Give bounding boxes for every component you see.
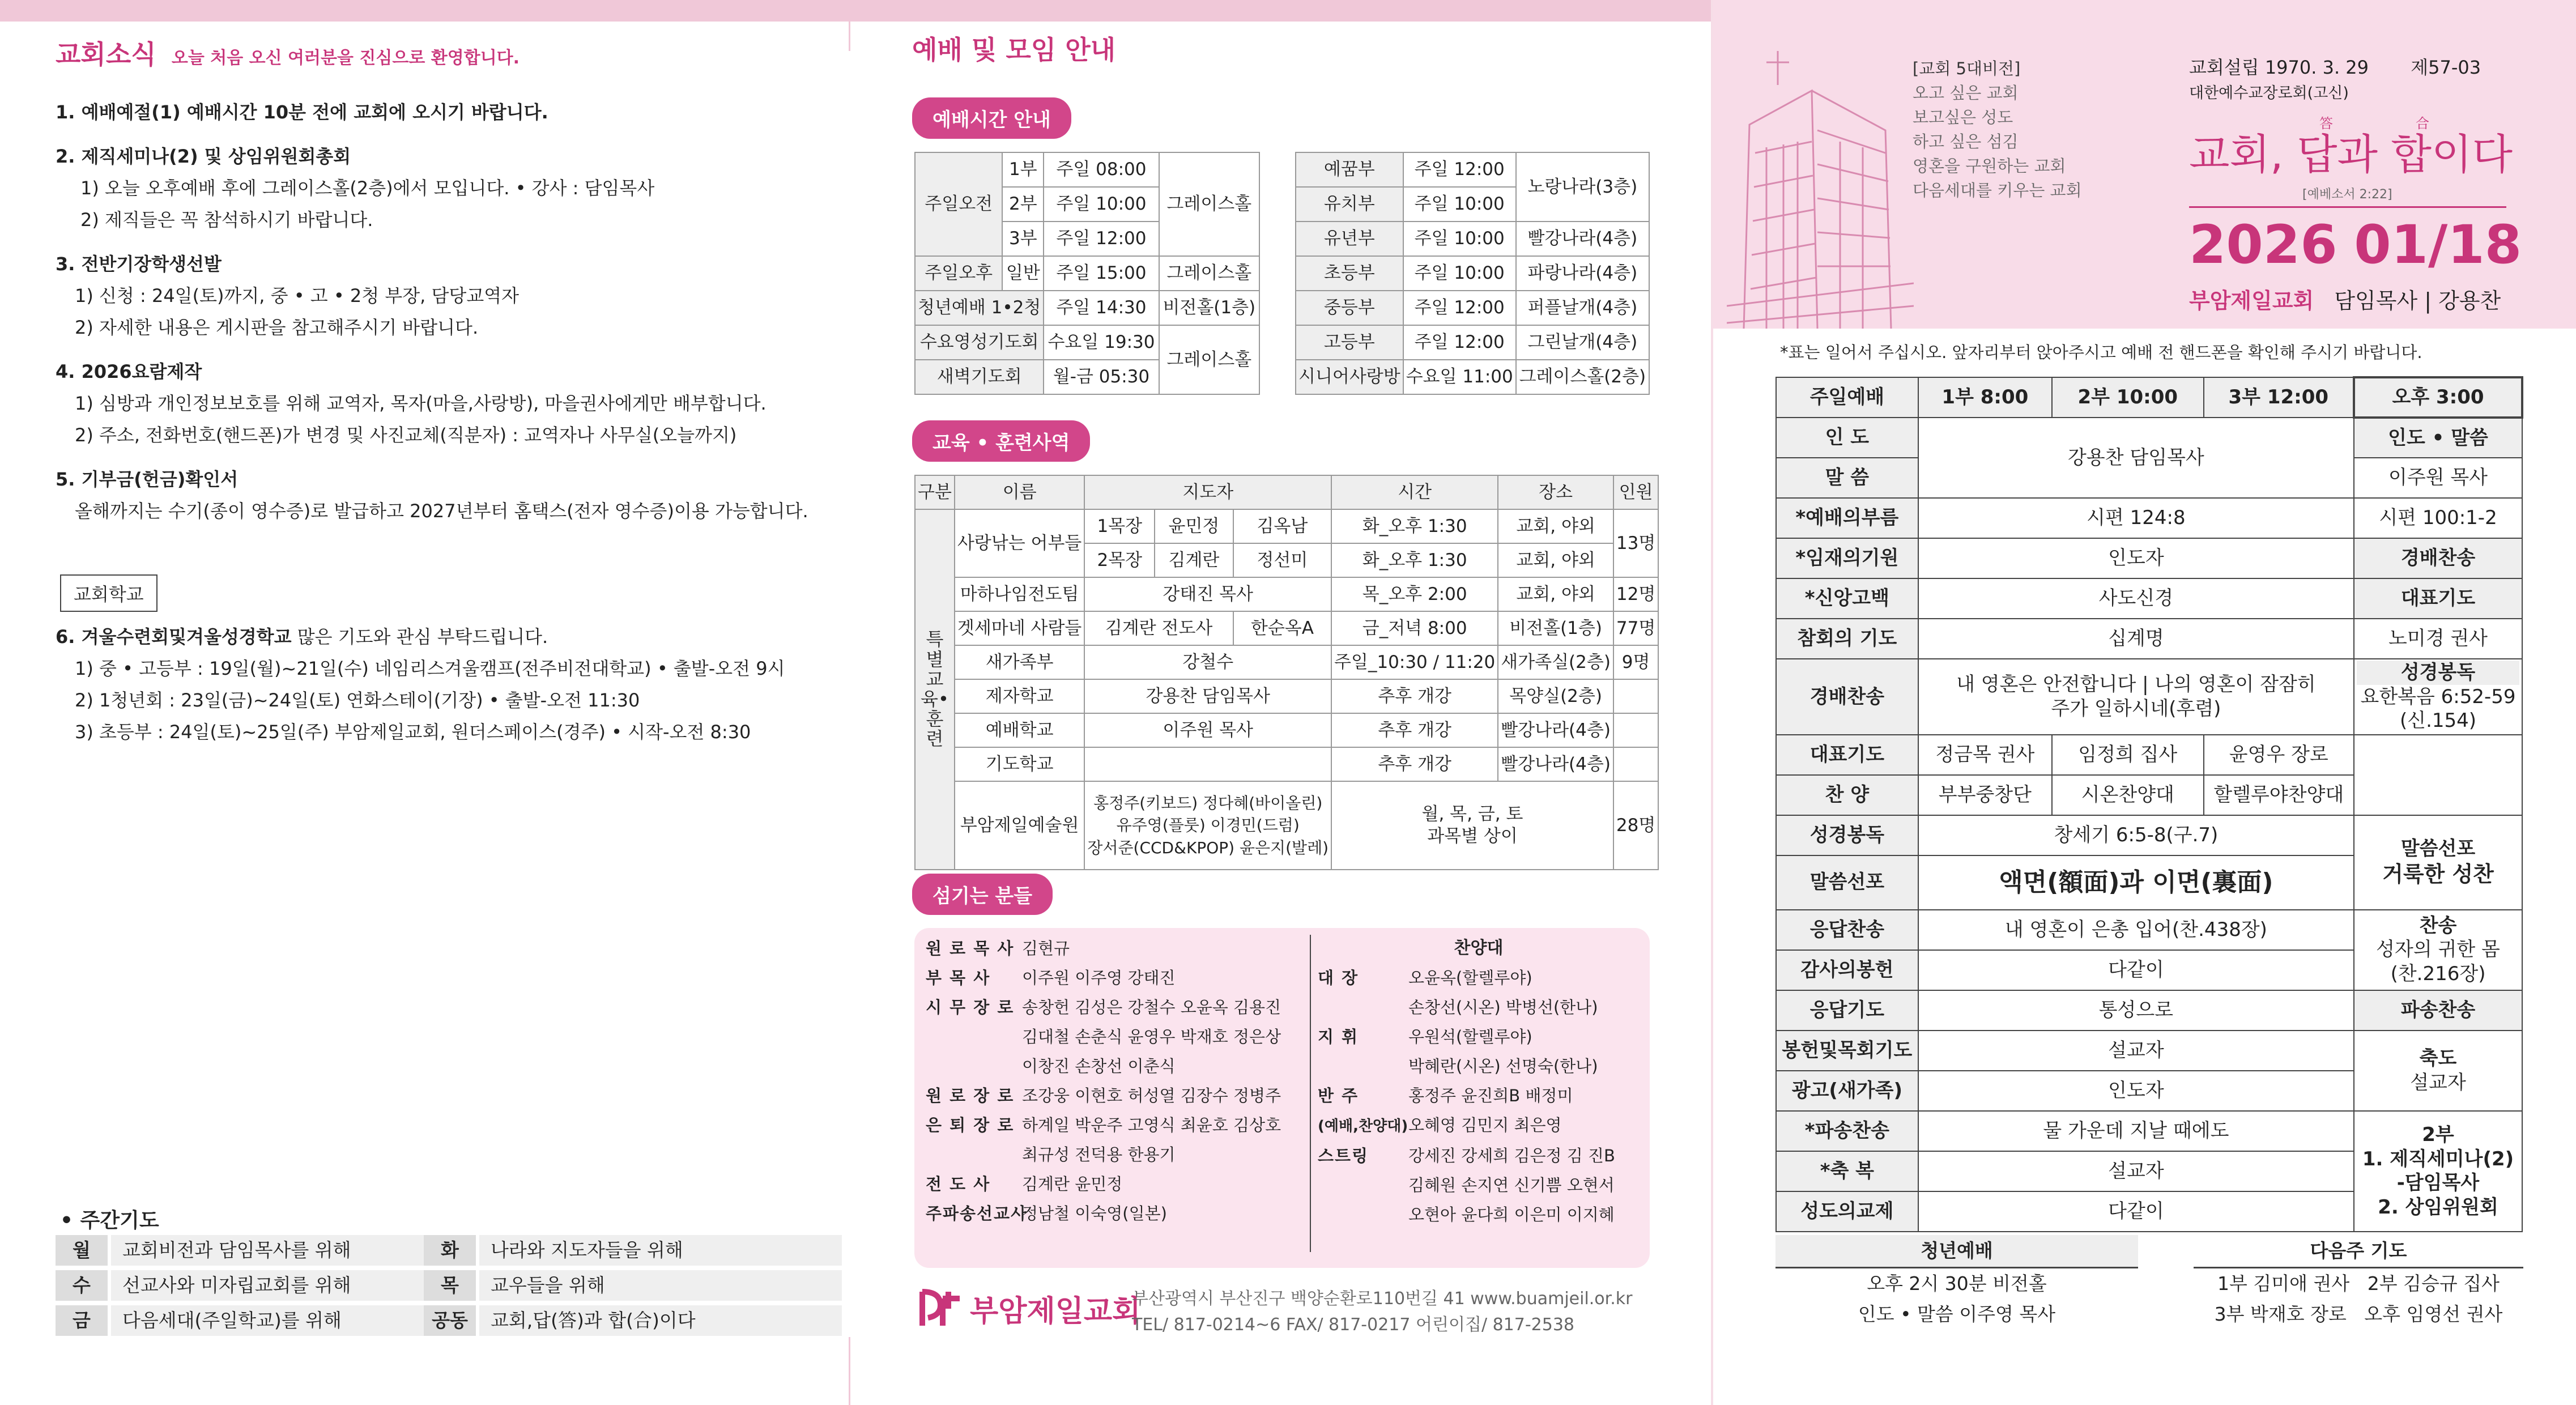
cell: 목양실(2층) (1498, 679, 1613, 713)
cell: 대표기도 (2354, 578, 2522, 619)
names: 정남철 이숙영(일본) (1022, 1204, 1167, 1223)
cell: 시편 124:8 (1918, 498, 2354, 538)
prayer-text: 교회비전과 담임목사를 위해 (111, 1235, 474, 1266)
cell: 1목장 (1084, 509, 1155, 543)
header-cell: 3부 12:00 (2204, 377, 2354, 418)
news-item-4: 4. 2026요람제작 (56, 361, 202, 382)
row-label: 말 씀 (1776, 458, 1918, 498)
role: 지 휘 (1318, 1027, 1359, 1046)
names: 김혜원 손지연 신기쁨 오현서 (1408, 1176, 1615, 1195)
motto-small-2: 合 (2416, 116, 2429, 131)
row-label: 참회의 기도 (1776, 619, 1918, 659)
news-title: 교회소식 (56, 39, 156, 70)
prayer-day: 목 (424, 1270, 476, 1301)
music-time (1331, 781, 1613, 870)
names: 송창헌 김성은 강철수 오윤옥 김용진 (1022, 998, 1281, 1017)
servers-right (1318, 963, 1615, 1229)
cell: 주일 10:00 (1044, 187, 1159, 222)
row-label: 말씀선포 (1776, 855, 1918, 910)
cell: 9명 (1613, 645, 1658, 679)
news-panel (0, 0, 850, 1405)
row-label: 광고(새가족) (1776, 1071, 1918, 1111)
cell: 교회, 야외 (1498, 577, 1613, 611)
cell: 노미경 권사 (2354, 619, 2522, 659)
news-item-3: 3. 전반기장학생선발 (56, 253, 222, 275)
cell-line: 요한복음 6:52-59 (2360, 685, 2516, 708)
cell: 다같이 (1918, 1191, 2354, 1232)
row-label: 감사의봉헌 (1776, 950, 1918, 990)
cell: 십계명 (1918, 619, 2354, 659)
cell: 비전홀(1층) (1498, 611, 1613, 645)
prayer-title: • 주간기도 (60, 1209, 159, 1232)
header-cell: 이름 (955, 475, 1084, 509)
role: 대 장 (1318, 968, 1359, 987)
order-table (1775, 376, 2523, 1232)
role: 부 목 사 (926, 968, 991, 987)
news-line: 2) 자세한 내용은 게시판을 참고해주시기 바랍니다. (75, 317, 479, 338)
vision-line: 영혼을 구원하는 교회 (1913, 156, 2066, 176)
worship-title: 예배 및 모임 안내 (912, 35, 1116, 65)
pastor-name: 담임목사 | 강용찬 (2334, 288, 2501, 313)
next-prayer-box (2194, 1235, 2523, 1330)
cell: 그레이스홀(2층) (1516, 360, 1649, 394)
education-table (914, 475, 1659, 870)
cell: 주일 12:00 (1403, 152, 1516, 187)
cell: 김계란 (1155, 543, 1233, 577)
cell: 빨강나라(4층) (1498, 713, 1613, 747)
row-label: 성도의교제 (1776, 1191, 1918, 1232)
cell: 설교자 (1918, 1151, 2354, 1191)
cell: 통성으로 (1918, 990, 2354, 1031)
cell: 금_저녁 8:00 (1331, 611, 1498, 645)
cell: 사도신경 (1918, 578, 2354, 619)
names: 우원석(할렐루야) (1408, 1027, 1532, 1046)
news-item-2: 2. 제직세미나(2) 및 상임위원회총회 (56, 146, 351, 167)
cell: 윤민정 (1155, 509, 1233, 543)
denomination: 대한예수교장로회(고신) (2189, 84, 2349, 102)
cell: 이주원 목사 (2354, 458, 2522, 498)
news-line: 1) 중 • 고등부 : 19일(월)~21일(수) 네임리스겨울캠프(전주비전대학교) • 출발-오전 9시 (75, 658, 785, 679)
news-line: 2) 1청년회 : 23일(금)~24일(토) 연화스테이(기장) • 출발-오전 11:30 (75, 689, 640, 711)
cell: 수요일 19:30 (1044, 325, 1159, 360)
prayer-day: 공동 (424, 1305, 476, 1336)
est-line (2189, 53, 2481, 79)
divider (1310, 935, 1311, 1252)
cell: 주일 15:00 (1044, 256, 1159, 291)
names: 이주원 이주영 강태진 (1022, 968, 1176, 987)
cell: 수요일 11:00 (1403, 360, 1516, 394)
cell: 인도 • 말씀 (2354, 418, 2522, 458)
cell: 주일_10:30 / 11:20 (1331, 645, 1498, 679)
header-cell: 장소 (1498, 475, 1613, 509)
role: 은 퇴 장 로 (926, 1116, 1015, 1135)
cell: 주일 10:00 (1403, 187, 1516, 222)
prayer-day: 수 (56, 1270, 108, 1301)
cell-line: 축도 (2419, 1047, 2457, 1070)
row-label: 응답기도 (1776, 990, 1918, 1031)
row-label: 응답찬송 (1776, 910, 1918, 950)
cell: 사랑낚는 어부들 (955, 509, 1084, 577)
cell: 추후 개강 (1331, 679, 1498, 713)
pill-worship-times: 예배시간 안내 (912, 97, 1071, 139)
footer-contact (1132, 1286, 1633, 1338)
church-name: 부암제일교회 (2189, 288, 2314, 313)
cell: 설교자 (1918, 1031, 2354, 1071)
news-line: 1) 심방과 개인정보보호를 위해 교역자, 목자(마을,사랑방), 마을권사에게만 배부합니다. (75, 393, 767, 414)
names: 김계란 윤민정 (1022, 1174, 1123, 1194)
cell: 주일 10:00 (1403, 256, 1516, 291)
issue-number: 제57-03 (2411, 57, 2481, 78)
footer-address: 부산광역시 부산진구 백양순환로110번길 41 www.buamjeil.or.kr (1132, 1289, 1633, 1309)
leader-line: 장서준(CCD&KPOP) 윤은지(발레) (1087, 838, 1329, 857)
cell: 주일오전 (915, 152, 1002, 256)
youth-title: 청년예배 (1775, 1235, 2138, 1268)
cell: 주일 12:00 (1044, 222, 1159, 256)
cell: 13명 (1613, 509, 1658, 577)
time-line: 월, 목, 금, 토 (1421, 804, 1523, 825)
cell: 목_오후 2:00 (1331, 577, 1498, 611)
cell (2354, 910, 2522, 990)
est-date: 교회설립 1970. 3. 29 (2189, 57, 2369, 78)
cell: 추후 개강 (1331, 713, 1498, 747)
prayer-text: 다음세대(주일학교)를 위해 (111, 1305, 474, 1336)
cell: 주일 08:00 (1044, 152, 1159, 187)
cell: 마하나임전도팀 (955, 577, 1084, 611)
prayer-day: 금 (56, 1305, 108, 1336)
cell: 77명 (1613, 611, 1658, 645)
cell: 주일 12:00 (1403, 325, 1516, 360)
vision-title: [교회 5대비전] (1913, 59, 2021, 78)
worship-time-table-left (914, 152, 1260, 395)
cell: 새가족실(2층) (1498, 645, 1613, 679)
names: 오혜영 김민지 최은영 (1408, 1116, 1562, 1135)
order-panel (1713, 0, 2576, 1405)
cell: 월-금 05:30 (1044, 360, 1159, 394)
role: 시 무 장 로 (926, 998, 1015, 1017)
names: 오현아 윤다희 이은미 이지혜 (1408, 1205, 1615, 1224)
footer-phone: TEL/ 817-0214~6 FAX/ 817-0217 어린이집/ 817-2538 (1132, 1315, 1575, 1335)
cell: 강용찬 담임목사 (1084, 679, 1331, 713)
news-list (56, 96, 808, 527)
cell-line: 거룩한 성찬 (2382, 861, 2494, 887)
news-line: 3) 초등부 : 24일(토)~25일(주) 부암제일교회, 원더스페이스(경주) • 시작-오전 8:30 (75, 721, 751, 743)
cell: 파송찬송 (2354, 990, 2522, 1031)
cell: 시온찬양대 (2052, 775, 2204, 815)
school-label: 교회학교 (60, 574, 157, 612)
cell: 겟세마네 사람들 (955, 611, 1084, 645)
news-item-6-tail: 많은 기도와 관심 부탁드립니다. (297, 626, 548, 648)
names: 홍정주 윤진희B 배정미 (1408, 1086, 1573, 1105)
cell: 제자학교 (955, 679, 1084, 713)
news-item-5: 5. 기부금(헌금)확인서 (56, 469, 239, 490)
footer-church-name: 부암제일교회 (970, 1295, 1141, 1329)
row-label: *파송찬송 (1776, 1111, 1918, 1151)
leader-line: 유주영(플룻) 이경민(드럼) (1116, 816, 1300, 835)
cell: 노랑나라(3층) (1516, 152, 1649, 222)
divider (2189, 206, 2506, 208)
cell: 할렐루야찬양대 (2204, 775, 2354, 815)
hymn-line: 주가 일하시네(후렴) (2051, 697, 2221, 720)
cell: 유년부 (1296, 222, 1403, 256)
cell: 추후 개강 (1331, 747, 1498, 781)
cell: 김계란 전도사 (1084, 611, 1233, 645)
next-prayer-line: 3부 박재호 장로 오후 임영선 권사 (2214, 1303, 2503, 1325)
news-line: 2) 제직들은 꼭 참석하시기 바랍니다. (80, 209, 373, 231)
cell: 중등부 (1296, 291, 1403, 325)
vision-line: 오고 싶은 교회 (1913, 83, 2019, 103)
header-cell: 1부 8:00 (1918, 377, 2052, 418)
news-item-6 (56, 621, 785, 748)
church-building-icon (1727, 40, 1914, 329)
cell: 부부중창단 (1918, 775, 2052, 815)
cell-line: 설교자 (2410, 1071, 2466, 1094)
cell (2354, 1111, 2522, 1232)
hymn-line: 내 영혼은 안전합니다 | 나의 영혼이 잠잠히 (1956, 673, 2316, 696)
cell (1613, 713, 1658, 747)
cell: 윤영우 장로 (2204, 735, 2354, 775)
cell: 주일 12:00 (1403, 291, 1516, 325)
names: 최규성 전덕용 한용기 (1022, 1145, 1176, 1164)
cell: 임정희 집사 (2052, 735, 2204, 775)
servers-left (926, 934, 1281, 1228)
cell: 김옥남 (1233, 509, 1331, 543)
role: 반 주 (1318, 1086, 1359, 1105)
cell-line: 1. 제직세미나(2) (2362, 1147, 2514, 1170)
cell: 강태진 목사 (1084, 577, 1331, 611)
cell: 2목장 (1084, 543, 1155, 577)
names: 이창진 손창선 이춘식 (1022, 1057, 1176, 1076)
church-line (2189, 283, 2501, 314)
verse-ref: [예베소서 2:22] (2302, 188, 2392, 202)
role: (예배,찬양대) (1318, 1118, 1408, 1135)
news-item-1: 1. 예배예절(1) 예배시간 10분 전에 교회에 오시기 바랍니다. (56, 101, 548, 123)
header-cell: 시간 (1331, 475, 1498, 509)
time-line: 과목별 상이 (1427, 826, 1518, 846)
row-label: *예배의부름 (1776, 498, 1918, 538)
vision-line: 보고싶은 성도 (1913, 108, 2013, 127)
cell: 정금목 권사 (1918, 735, 2052, 775)
cell: 물 가운데 지날 때에도 (1918, 1111, 2354, 1151)
prayer-text: 선교사와 미자립교회를 위해 (111, 1270, 474, 1301)
next-prayer-line: 1부 김미애 권사 2부 김승규 집사 (2217, 1272, 2500, 1295)
vision-block (1913, 57, 2082, 203)
row-label: 봉헌및목회기도 (1776, 1031, 1918, 1071)
cell: 그린날개(4층) (1516, 325, 1649, 360)
row-label: *신앙고백 (1776, 578, 1918, 619)
cell: 강용찬 담임목사 (1918, 418, 2354, 498)
cell-line: -담임목사 (2396, 1172, 2480, 1194)
cell: 새벽기도회 (915, 360, 1044, 394)
cell: 새가족부 (955, 645, 1084, 679)
cell: 일반 (1002, 256, 1044, 291)
news-line: 1) 신청 : 24일(토)까지, 중 • 고 • 2청 부장, 담당교역자 (75, 285, 520, 306)
names: 손창선(시온) 박병선(한나) (1408, 998, 1598, 1017)
cell: 교회, 야외 (1498, 543, 1613, 577)
cell: 경배찬송 (2354, 538, 2522, 578)
cell (1918, 659, 2354, 735)
names: 하계일 박운주 고영식 최윤호 김상호 (1022, 1116, 1281, 1135)
cell: 고등부 (1296, 325, 1403, 360)
names: 강세진 강세희 김은정 김 진B (1408, 1146, 1615, 1165)
date: 01/18 (2354, 214, 2522, 276)
cell-line: 2. 상임위원회 (2378, 1195, 2498, 1219)
cell: 2부 (1002, 187, 1044, 222)
worship-panel (850, 0, 1713, 1405)
cell: 인도자 (1918, 538, 2354, 578)
cell: 수요영성기도회 (915, 325, 1044, 360)
prayer-day: 월 (56, 1235, 108, 1266)
youth-box (1775, 1235, 2138, 1330)
row-label: 대표기도 (1776, 735, 1918, 775)
cell (1613, 679, 1658, 713)
cell: 한순옥A (1233, 611, 1331, 645)
header-cell: 지도자 (1084, 475, 1331, 509)
cell: 12명 (1613, 577, 1658, 611)
cell: 그레이스홀 (1159, 152, 1259, 256)
next-prayer-title: 다음주 기도 (2194, 1235, 2523, 1268)
cell-line: 성경봉독 (2357, 661, 2519, 685)
cell: 초등부 (1296, 256, 1403, 291)
issue-date (2189, 214, 2522, 276)
notice: *표는 일어서 주십시오. 앞자리부터 앉아주시고 예배 전 핸드폰을 확인해 주시기 바랍니다. (1780, 343, 2422, 362)
row-label: 찬 양 (1776, 775, 1918, 815)
cell-line: (찬.216장) (2390, 962, 2486, 985)
sermon-title: 액면(額面)과 이면(裏面) (1918, 855, 2354, 910)
cell: 시편 100:1-2 (2354, 498, 2522, 538)
prayer-text: 나라와 지도자들을 위해 (479, 1235, 842, 1266)
cell (2354, 815, 2522, 910)
cell: 부암제일예술원 (955, 781, 1084, 870)
prayer-text: 교우들을 위해 (479, 1270, 842, 1301)
youth-line: 인도 • 말씀 이주영 목사 (1858, 1303, 2056, 1325)
prayer-day: 화 (424, 1235, 476, 1266)
cell-line: 말씀선포 (2400, 837, 2476, 860)
news-item-6-head: 6. 겨울수련회및겨울성경학교 (56, 626, 292, 648)
prayer-text: 교회,답(答)과 합(合)이다 (479, 1305, 842, 1336)
cell: 청년예배 1•2청 (915, 291, 1044, 325)
header-cell: 인원 (1613, 475, 1658, 509)
cell: 예배학교 (955, 713, 1084, 747)
vision-line: 다음세대를 키우는 교회 (1913, 181, 2082, 200)
cell: 1부 (1002, 152, 1044, 187)
names: 김현규 (1022, 939, 1070, 958)
year: 2026 (2189, 214, 2337, 276)
names: 박혜란(시온) 선명숙(한나) (1408, 1057, 1598, 1076)
cell: 예꿈부 (1296, 152, 1403, 187)
cell (1613, 747, 1658, 781)
header-cell: 주일예배 (1776, 377, 1918, 418)
header-cell: 구분 (915, 475, 955, 509)
choir-title: 찬양대 (1454, 938, 1504, 958)
news-line: 1) 오늘 오후예배 후에 그레이스홀(2층)에서 모입니다. • 강사 : 담임목사 (80, 177, 655, 199)
cell-line: 찬송 (2419, 914, 2457, 937)
church-logo-icon (914, 1286, 966, 1331)
cell (2354, 659, 2522, 735)
cell: 그레이스홀 (1159, 256, 1259, 291)
cell (1084, 747, 1331, 781)
cell (2354, 1031, 2522, 1111)
welcome-text: 오늘 처음 오신 여러분을 진심으로 환영합니다. (171, 48, 520, 68)
worship-time-table-right (1295, 152, 1650, 395)
names: 조강웅 이현호 허성열 김장수 정병주 (1022, 1086, 1281, 1105)
header-cell: 오후 3:00 (2354, 377, 2522, 418)
cell: 교회, 야외 (1498, 509, 1613, 543)
cell: 그레이스홀 (1159, 325, 1259, 394)
cell: 기도학교 (955, 747, 1084, 781)
cell: 이주원 목사 (1084, 713, 1331, 747)
cell: 퍼플날개(4층) (1516, 291, 1649, 325)
cell: 정선미 (1233, 543, 1331, 577)
role: 스트링 (1318, 1146, 1369, 1165)
leader-line: 홍정주(키보드) 정다혜(바이올린) (1093, 794, 1323, 813)
cell: 강철수 (1084, 645, 1331, 679)
cell: 빨강나라(4층) (1516, 222, 1649, 256)
vision-line: 하고 싶은 섬김 (1913, 132, 2019, 151)
cell: 화_오후 1:30 (1331, 509, 1498, 543)
motto-small-1: 答 (2319, 116, 2333, 131)
cell: 3부 (1002, 222, 1044, 256)
youth-line: 오후 2시 30분 비전홀 (1867, 1272, 2047, 1295)
role: 주파송선교사 (926, 1204, 1028, 1223)
names: 김대철 손춘식 윤영우 박재호 정은상 (1022, 1027, 1281, 1046)
pill-servers: 섬기는 분들 (912, 874, 1053, 915)
cell: 창세기 6:5-8(구.7) (1918, 815, 2354, 855)
row-label: *축 복 (1776, 1151, 1918, 1191)
cell: 28명 (1613, 781, 1658, 870)
row-label: 인 도 (1776, 418, 1918, 458)
cell-line: 성자의 귀한 몸 (2376, 938, 2500, 961)
cell: 주일 10:00 (1403, 222, 1516, 256)
music-leaders (1084, 781, 1331, 870)
cell: 인도자 (1918, 1071, 2354, 1111)
cell-line: 2부 (2422, 1123, 2454, 1146)
names: 오윤옥(할렐루야) (1408, 968, 1532, 987)
cell: 유치부 (1296, 187, 1403, 222)
news-line: 2) 주소, 전화번호(핸드폰)가 변경 및 사진교체(직분자) : 교역자나 사무실(오늘까지) (75, 424, 737, 446)
motto: 교회, 답과 합이다 (2189, 130, 2513, 179)
cell: 파랑나라(4층) (1516, 256, 1649, 291)
row-label: 경배찬송 (1776, 659, 1918, 735)
cell: 빨강나라(4층) (1498, 747, 1613, 781)
role: 원 로 목 사 (926, 939, 1015, 958)
header-cell: 2부 10:00 (2052, 377, 2204, 418)
cell: 화_오후 1:30 (1331, 543, 1498, 577)
cell: 주일오후 (915, 256, 1002, 291)
top-bar (0, 0, 850, 22)
role: 원 로 장 로 (926, 1086, 1015, 1105)
pill-education: 교육 • 훈련사역 (912, 420, 1090, 462)
top-bar (850, 0, 1713, 22)
cell: 시니어사랑방 (1296, 360, 1403, 394)
row-label: *임재의기원 (1776, 538, 1918, 578)
cell: 다같이 (1918, 950, 2354, 990)
news-line: 올해까지는 수기(종이 영수증)로 발급하고 2027년부터 홈택스(전자 영수증)이용 가능합니다. (75, 500, 808, 522)
cell (2354, 735, 2522, 815)
cell-line: (신.154) (2399, 709, 2477, 732)
cell: 주일 14:30 (1044, 291, 1159, 325)
row-label: 성경봉독 (1776, 815, 1918, 855)
side-label: 특별교육•훈련 (915, 509, 955, 870)
cell: 내 영혼이 은총 입어(찬.438장) (1918, 910, 2354, 950)
role: 전 도 사 (926, 1174, 991, 1194)
cell: 비전홀(1층) (1159, 291, 1259, 325)
